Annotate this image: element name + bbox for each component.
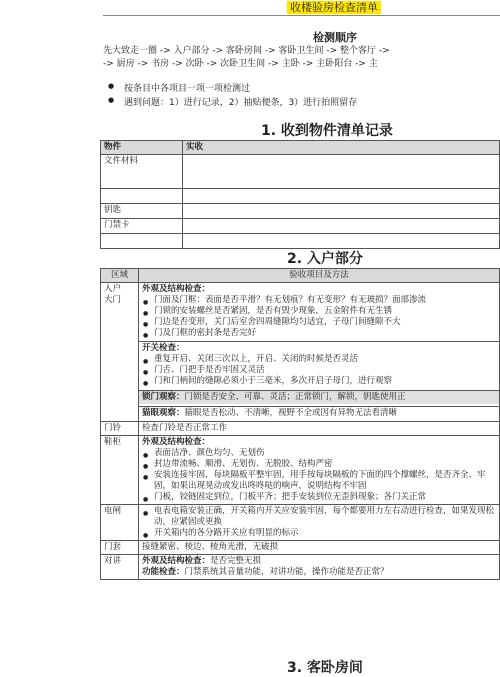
sequence-line-2: -> 厨房 -> 书房 -> 次卧 -> 次卧卫生间 -> 主卧 -> 主卧阳台 -> 主 <box>103 59 378 69</box>
item-name: 钥匙 <box>101 204 183 219</box>
table-row <box>101 234 500 249</box>
peephole-label: 猫眼观察： <box>142 408 185 418</box>
table-row <box>101 219 500 234</box>
table-row-doorbell <box>101 422 500 436</box>
column-header-item: 物件 <box>101 141 183 155</box>
received-cell[interactable] <box>183 204 500 219</box>
item-name: 门禁卡 <box>101 219 183 234</box>
list-item: ● 门面及门框：表面是否平滑？有无划痕？有无变形？有无玻损？面部渗流 <box>142 295 496 306</box>
electric-box-checks <box>139 505 500 541</box>
list-item: ● 开关箱内的各分路开关应有明显的标示 <box>142 528 496 539</box>
list-item: ● 门锁的安装螺丝是否紧固，是否有毁少现象，五金附件有无生锈 <box>142 306 496 317</box>
list-item: ● 封边带流畅、顺滑、无划伤、无脱胶、结构严密 <box>142 459 496 470</box>
shoe-cabinet-checks <box>139 436 500 505</box>
table-row-entry-door <box>101 283 500 422</box>
list-item: ● 表面洁净、颜色均匀、无划伤 <box>142 448 496 459</box>
door-frame-check: 接缝紧密、棱边、棱角光滑，无破损 <box>139 541 500 555</box>
area-door-frame: 门套 <box>101 541 139 555</box>
peephole-observation <box>139 406 499 420</box>
lock-label: 锁门观察： <box>142 392 185 402</box>
area-entry-door: 入户 大门 <box>101 283 139 422</box>
area-shoe-cabinet: 鞋柜 <box>101 436 139 505</box>
section-2-title: 2. 入户部分 <box>287 251 363 267</box>
received-cell[interactable] <box>183 219 500 234</box>
area-electric-box: 电闸 <box>101 505 139 541</box>
intercom-text-function: 门禁系统其音量功能，对讲功能，操作功能是否正常？ <box>184 567 389 577</box>
sequence-line-1: 先大致走一圈 -> 入户部分 -> 客卧房间 -> 客卧卫生间 -> 整个客厅 -> <box>103 46 390 56</box>
list-item: ● 重复开启、关闭三次以上，开启、关闭的时候是否灵活 <box>142 354 496 365</box>
received-cell[interactable] <box>183 234 500 249</box>
item-name <box>101 234 183 249</box>
column-header-method: 验收项目及方法 <box>139 269 500 283</box>
received-cell[interactable] <box>183 155 500 189</box>
intercom-checks <box>139 555 500 580</box>
peephole-text: 猫眼是否松动、不清晰，视野不全或因有异物无法看清晰 <box>184 408 398 418</box>
area-intercom: 对讲 <box>101 555 139 580</box>
table-row <box>101 155 500 189</box>
list-item: ● 门边是否变形，关门后室舍四周缝隙均匀适宜，子母门间缝隙不大 <box>142 317 496 328</box>
table-row <box>101 204 500 219</box>
list-item: ● 安装连接牢固，每块隔板平整牢固，用手按每块隔板的下面的四个撑螺丝，是否齐全、牢固，如果出现晃动或发出咚咚哒的响声，说明结构不牢固 <box>142 470 496 492</box>
item-name <box>101 189 183 204</box>
lock-text: 门锁是否安全、可靠、灵活；正常锁门，解锁，钥匙使用正 <box>184 392 406 402</box>
header-rule <box>103 15 500 16</box>
inspection-order-title: 检测顺序 <box>313 31 357 44</box>
item-name: 文件材料 <box>101 155 183 189</box>
list-item: ● 门舌、门把手是否牢固又灵活 <box>142 365 496 376</box>
lock-observation <box>139 390 499 404</box>
doorbell-check: 检查门铃是否正常工作 <box>139 422 500 436</box>
list-item: ● 门及门框的密封条是否完好 <box>142 328 496 339</box>
table-row-shoe-cabinet <box>101 436 500 505</box>
entry-subheading-appearance: 外观及结构检查： <box>142 284 211 294</box>
entry-door-checks <box>139 283 500 422</box>
column-header-received: 实收 <box>183 141 500 155</box>
entry-subheading-switch: 开关检查： <box>142 343 185 353</box>
intercom-text-appearance: 是否完整无损 <box>210 556 262 566</box>
table-row-door-frame <box>101 541 500 555</box>
shoe-subheading: 外观及结构检查： <box>142 437 211 447</box>
column-header-area: 区域 <box>101 269 139 283</box>
list-item: ● 门板，铰链固定到位，门板平齐；把手安装到位无歪斜现象；各门关正常 <box>142 492 496 503</box>
received-cell[interactable] <box>183 189 500 204</box>
intercom-label-appearance: 外观及结构检查： <box>142 556 211 566</box>
area-doorbell: 门铃 <box>101 422 139 436</box>
table-row <box>101 189 500 204</box>
document-title: 收楼验房检查清单 <box>287 1 381 14</box>
entry-inspection-table <box>100 268 500 580</box>
instruction-bullet-1: ● 按条目中各项目一项一项检测过 <box>110 81 250 94</box>
list-item: ● 电表电箱安装正确，开关箱内开关应安装牢固，每个都要用力左右动进行检查，如果发现松动，应紧固或更换 <box>142 506 496 528</box>
intercom-label-function: 功能检查： <box>142 567 185 577</box>
list-item: ● 门和门柄间的缝隙必须小于三毫米，多次开启子母门，进行观察 <box>142 376 496 387</box>
table-header-row <box>101 141 500 155</box>
table-header-row <box>101 269 500 283</box>
table-row-electric-box <box>101 505 500 541</box>
section-1-title: 1. 收到物件清单记录 <box>261 123 393 139</box>
items-received-table <box>100 140 500 249</box>
table-row-intercom <box>101 555 500 580</box>
instruction-bullet-2: ● 遇到问题：1）进行记录，2）抽贴便条，3）进行拍照留存 <box>110 95 357 108</box>
section-3-title: 3. 客卧房间 <box>287 660 363 676</box>
